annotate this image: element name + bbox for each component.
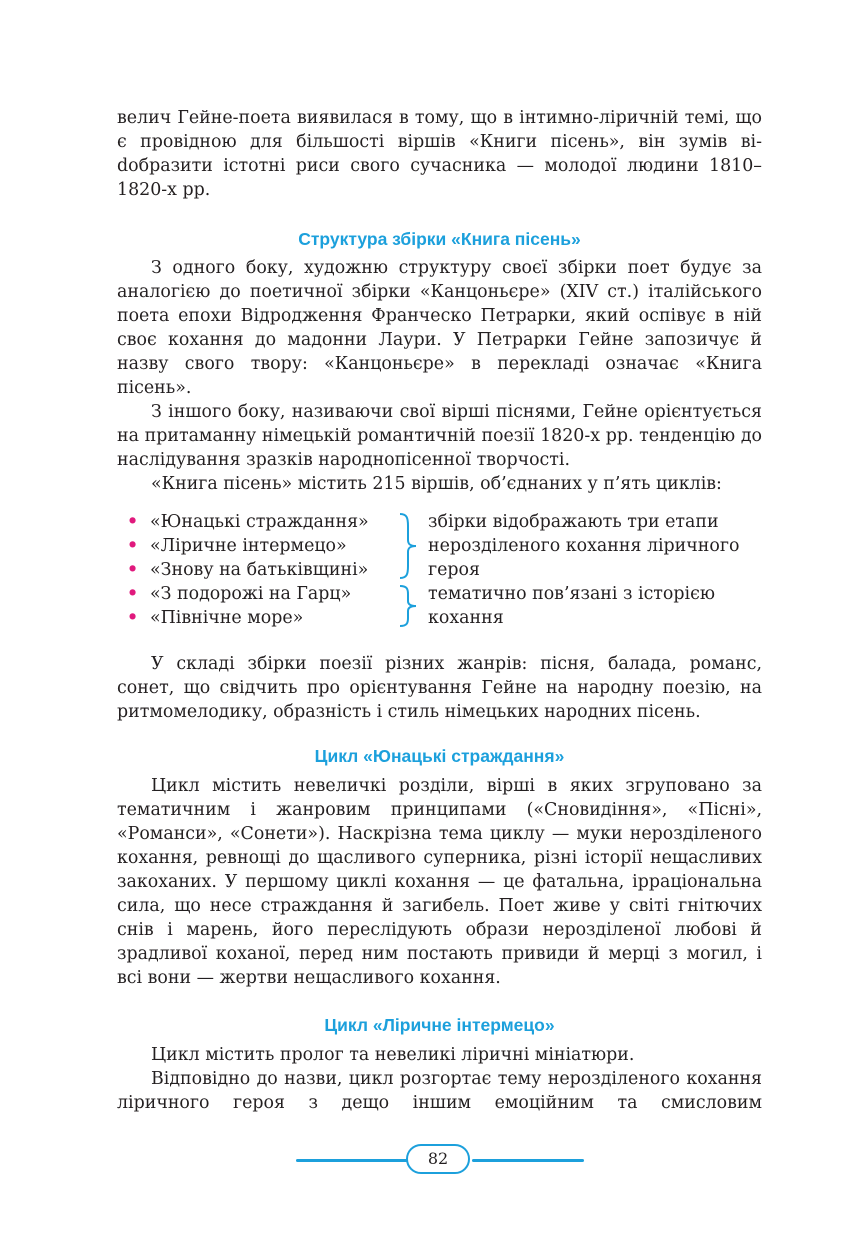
list-item [117, 558, 369, 582]
youth-paragraph: Цикл містить невеличкі розділи, вірші в яких згруповано за тематичним і жанровим принципами («Сновидіння», «Пісні», «Романси», «Сонети»). Наскрізна тема циклу — муки нерозділеного кохання, ревнощі до щасливого суперника, різні історії нещасливих закоханих. У першому циклі кохання — це фатальна, ірраціональна сила, що несе страждання й загибель. Поет живе у світі гнітючих снів і марень, його переслідують образи нерозділеної любові й зрадливої коханої, перед ним постають привиди й мерці з могил, і всі вони — жертви нещасливого кохання. [117, 776, 762, 988]
lyric-section [117, 1043, 762, 1115]
cycle-title: «Ліричне інтермецо» [150, 536, 347, 556]
lyric-paragraph-1: Цикл містить пролог та невеликі ліричні мініатюри. [151, 1045, 635, 1065]
structure-paragraph-2: З іншого боку, називаючи свої вірші піснями, Гейне орієнтується на притаманну німецькій романтичній поезії 1820-х рр. тенденцію до наслідування зразків народнопісенної творчості. [117, 402, 762, 470]
cycle-title: «Юнацькі страждання» [150, 512, 369, 532]
page-number: 82 [406, 1144, 470, 1174]
cycles-note-1: збірки відображають три етапи нерозділеного кохання ліричного героя [428, 512, 740, 580]
cycle-title: «Знову на батьківщині» [150, 560, 369, 580]
list-item [117, 510, 369, 534]
intro-text: велич Гейне-поета виявилася в тому, що в інтимно-ліричній темі, що є провідною для більшості віршів «Книги пісень», він зумів віdобразити істотні риси свого сучасника — молодої людини 1810–1820-х рр. [117, 108, 762, 200]
bullet-icon: • [127, 584, 139, 604]
intro-paragraph [117, 106, 762, 202]
bullet-icon: • [127, 560, 139, 580]
footer-rule-left [296, 1159, 408, 1162]
footer-rule-right [472, 1159, 584, 1162]
genres-paragraph [117, 652, 762, 724]
heading-youth-sufferings: Цикл «Юнацькі страждання» [314, 746, 565, 766]
structure-section [117, 256, 762, 496]
structure-paragraph-3: «Книга пісень» містить 215 віршів, об’єднаних у п’ять циклів: [151, 474, 722, 494]
lyric-paragraph-2: Відповідно до назви, цикл розгортає тему нерозділеного кохання ліричного героя з дещо іншим емоційним та смисловим [117, 1069, 762, 1113]
cycles-list [117, 510, 369, 630]
bullet-icon: • [127, 536, 139, 556]
page-number-footer [296, 1144, 584, 1178]
bullet-icon: • [127, 608, 139, 628]
cycle-title: «Північне море» [150, 608, 304, 628]
list-item [117, 582, 369, 606]
curly-brace-icon [397, 584, 419, 628]
genres-text: У складі збірки поезії різних жанрів: пісня, балада, романс, сонет, що свідчить про орієнтування Гейне на народну поезію, на ритмомелодику, образність і стиль німецьких народних пісень. [117, 654, 762, 722]
cycle-title: «З подорожі на Гарц» [150, 584, 352, 604]
heading-lyrical-intermezzo: Цикл «Ліричне інтермецо» [324, 1015, 555, 1035]
youth-section [117, 774, 762, 990]
curly-brace-icon [397, 512, 419, 580]
list-item [117, 606, 369, 630]
bullet-icon: • [127, 512, 139, 532]
structure-paragraph-1: З одного боку, художню структуру своєї збірки поет будує за аналогією до поетичної збірки «Канцоньєре» (XIV ст.) італійського поета епохи Відродження Франческо Петрарки, який оспівує в ній своє кохання до мадонни Лаури. У Петрарки Гейне запозичує й назву свого твору: «Канцоньєре» в перекладі означає «Книга пісень». [117, 258, 762, 398]
list-item [117, 534, 369, 558]
cycles-note-2: тематично пов’язані з історією кохання [428, 584, 715, 628]
heading-structure: Структура збірки «Книга пісень» [298, 229, 581, 249]
